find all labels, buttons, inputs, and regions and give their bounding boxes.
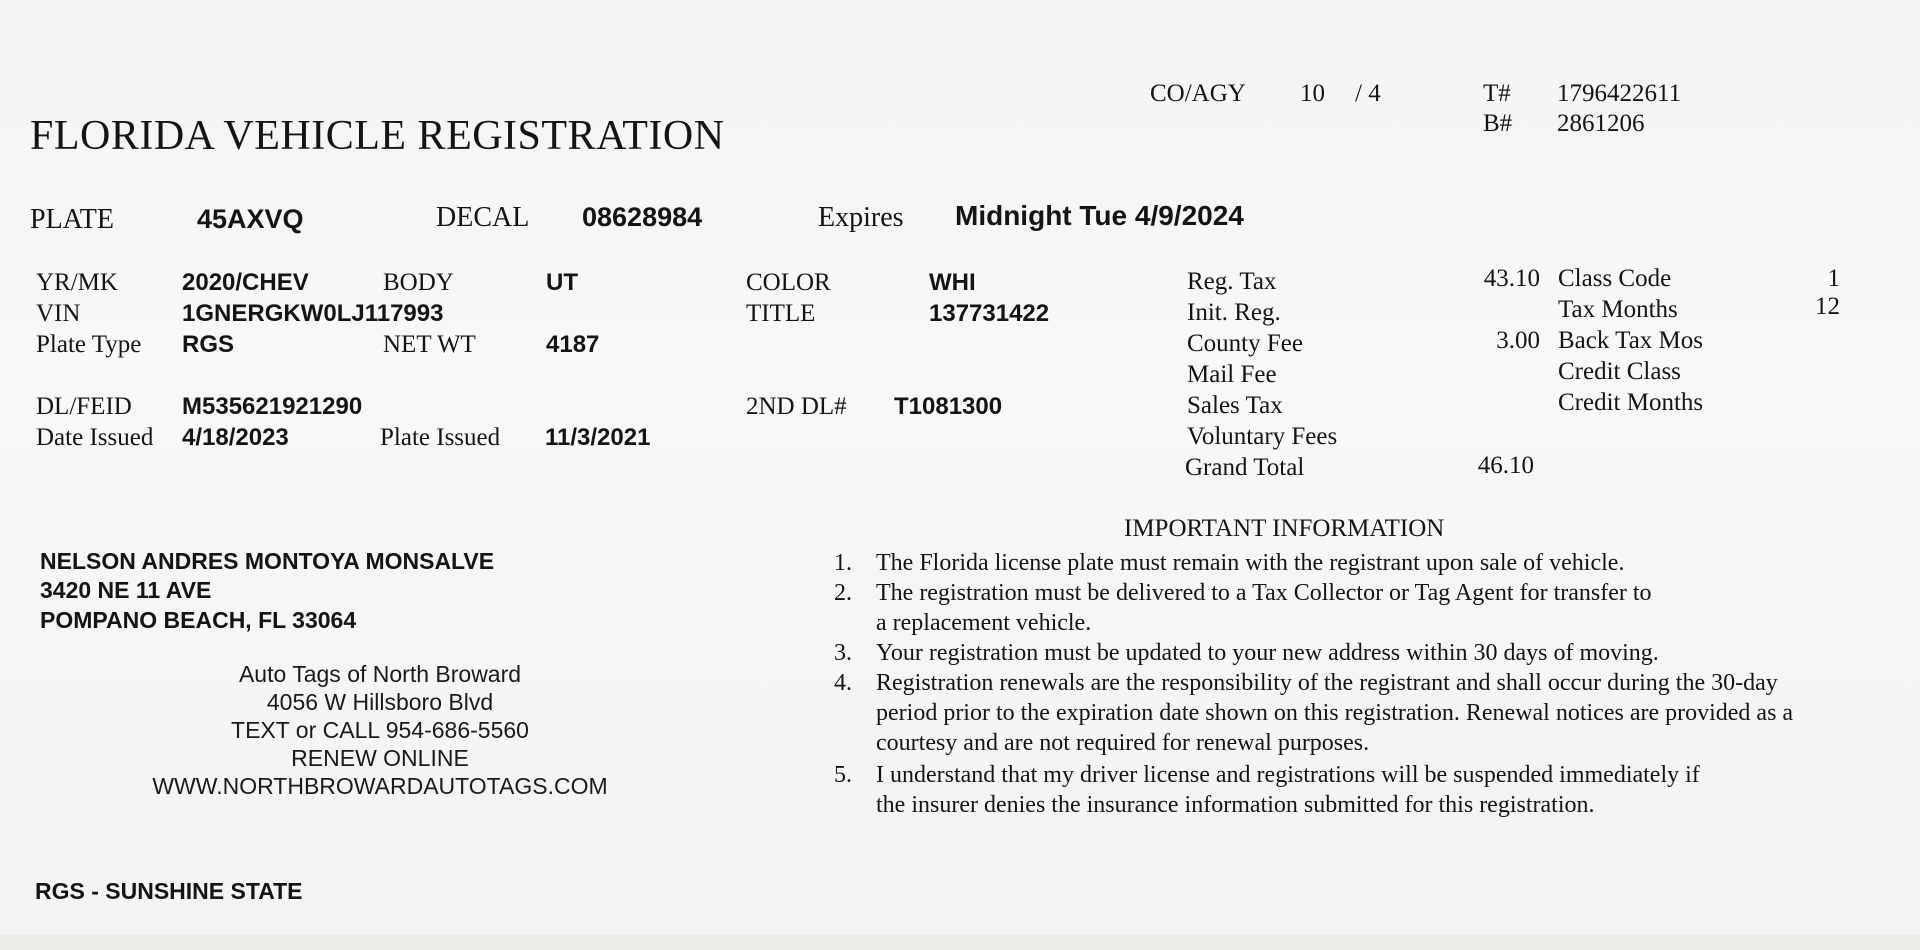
class-code-value: 1 [1827,265,1840,292]
date-issued-value: 4/18/2023 [182,424,289,451]
dl-feid-label: DL/FEID [36,393,132,420]
agent-renew: RENEW ONLINE [291,745,469,771]
decal-value: 08628984 [582,202,703,232]
document-title: FLORIDA VEHICLE REGISTRATION [30,113,725,159]
info-text-3: Your registration must be updated to your new address within 30 days of moving. [876,640,1659,666]
title-value: 137731422 [929,300,1050,327]
net-wt-value: 4187 [546,331,600,358]
info-num-3: 3. [834,640,852,666]
co-agy-suffix: / 4 [1355,80,1381,107]
b-number-label: B# [1483,110,1513,137]
decal-label: DECAL [436,202,530,233]
class-code-label: Class Code [1558,265,1672,292]
info-text-1: The Florida license plate must remain with the registrant upon sale of vehicle. [876,550,1625,576]
info-num-2: 2. [834,580,852,606]
body-label: BODY [383,269,454,296]
plate-issued-value: 11/3/2021 [545,424,651,451]
date-issued-label: Date Issued [36,424,154,451]
info-num-1: 1. [834,550,852,576]
second-dl-label: 2ND DL# [746,393,847,420]
agent-name: Auto Tags of North Broward [238,661,522,687]
paper-edge [0,935,1920,950]
agent-address: 4056 W Hillsboro Blvd [266,689,494,715]
color-value: WHI [929,269,976,296]
reg-tax-value: 43.10 [1483,265,1540,292]
t-number-value: 1796422611 [1557,80,1682,107]
sales-tax-label: Sales Tax [1187,392,1283,419]
agent-block [95,660,665,800]
color-label: COLOR [746,269,831,296]
dl-feid-value: M535621921290 [182,393,363,420]
credit-months-label: Credit Months [1558,389,1704,416]
credit-class-label: Credit Class [1558,358,1681,385]
body-value: UT [546,269,578,296]
yrmk-label: YR/MK [36,269,118,296]
county-fee-label: County Fee [1187,330,1303,357]
second-dl-value: T1081300 [894,393,1003,420]
grand-total-label: Grand Total [1185,454,1305,481]
owner-name: NELSON ANDRES MONTOYA MONSALVE [40,548,495,574]
important-heading: IMPORTANT INFORMATION [1124,515,1445,542]
plate-value: 45AXVQ [197,204,304,234]
plate-type-label: Plate Type [36,331,142,358]
net-wt-label: NET WT [383,331,476,358]
agent-phone: TEXT or CALL 954-686-5560 [231,717,529,743]
expires-value: Midnight Tue 4/9/2024 [955,200,1244,231]
owner-street: 3420 NE 11 AVE [40,577,212,603]
owner-city: POMPANO BEACH, FL 33064 [40,607,357,633]
info-text-2: The registration must be delivered to a Tax Collector or Tag Agent for transfer to a replacement vehicle. [876,580,1652,636]
info-text-4: Registration renewals are the responsibility of the registrant and shall occur during the 30-day period prior to the expiration date shown on this registration. Renewal notices are provided as a courtesy and are not required for renewal purposes. [876,670,1794,756]
co-agy-label: CO/AGY [1150,80,1246,107]
plate-issued-label: Plate Issued [380,424,501,451]
t-number-label: T# [1483,80,1511,107]
tax-months-label: Tax Months [1558,296,1678,323]
info-num-5: 5. [834,762,852,788]
plate-type-value: RGS [182,331,235,358]
grand-total-value: 46.10 [1477,452,1534,479]
co-agy-value: 10 [1300,80,1325,107]
expires-label: Expires [818,202,904,233]
back-tax-mos-label: Back Tax Mos [1558,327,1703,354]
agent-website: WWW.NORTHBROWARDAUTOTAGS.COM [152,773,608,799]
info-num-4: 4. [834,670,852,696]
mail-fee-label: Mail Fee [1187,361,1277,388]
init-reg-label: Init. Reg. [1187,299,1281,326]
vin-label: VIN [36,300,81,327]
plate-type-footer: RGS - SUNSHINE STATE [35,878,303,904]
yrmk-value: 2020/CHEV [182,269,309,296]
title-label: TITLE [746,300,816,327]
info-text-5: I understand that my driver license and registrations will be suspended immediately if the insurer denies the insurance information submitted for this registration. [876,762,1700,818]
b-number-value: 2861206 [1557,110,1645,137]
voluntary-fees-label: Voluntary Fees [1187,423,1338,450]
tax-months-value: 12 [1815,293,1840,320]
reg-tax-label: Reg. Tax [1187,268,1277,295]
plate-label: PLATE [30,204,114,235]
vin-value: 1GNERGKW0LJ117993 [182,300,444,327]
county-fee-value: 3.00 [1496,327,1540,354]
